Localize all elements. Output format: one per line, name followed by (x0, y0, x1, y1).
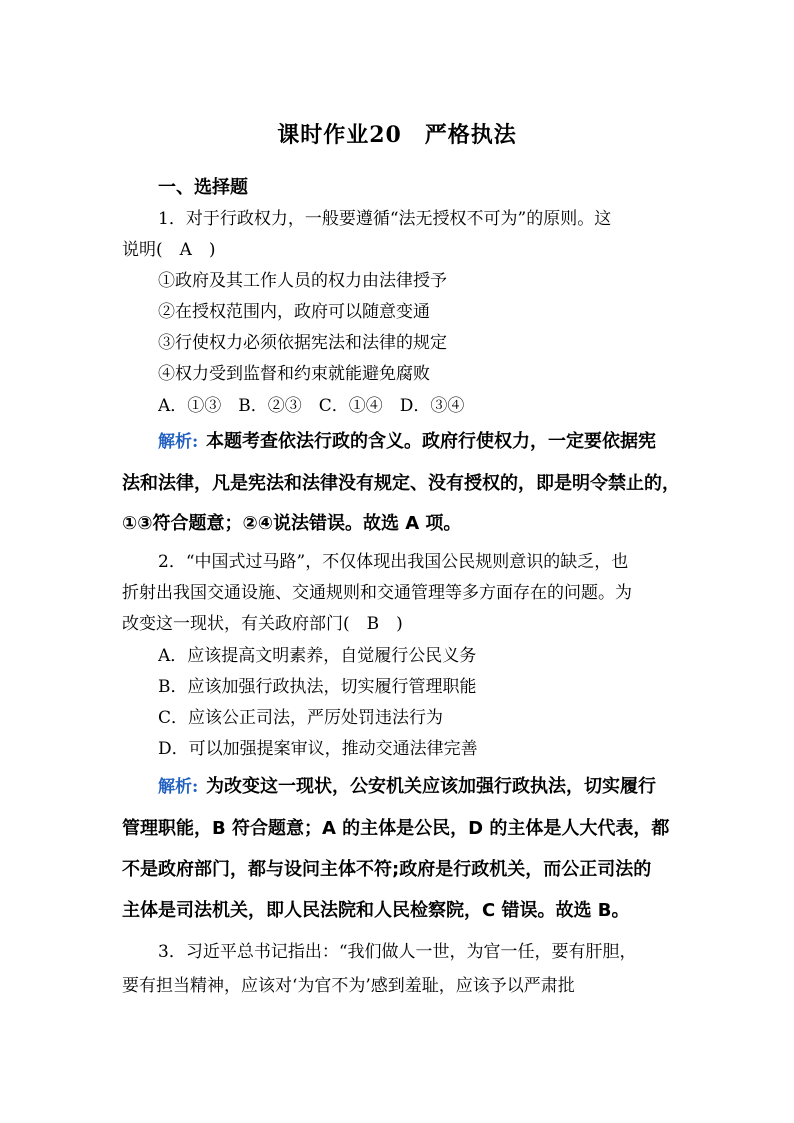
q2-stem-line3: 改变这一现状，有关政府部门( B ) (122, 614, 403, 634)
q2-option-d: D．可以加强提案审议，推动交通法律完善 (158, 739, 478, 759)
q1-analysis-label: 解析: (158, 432, 199, 452)
q2-stem-line1: 2．“中国式过马路”，不仅体现出我国公民规则意识的缺乏，也 (158, 552, 629, 572)
q2-analysis-line4: 主体是司法机关，即人民法院和人民检察院，C 错误。故选 B。 (122, 900, 630, 921)
q1-analysis-line1: 本题考查依法行政的含义。政府行使权力，一定要依据宪 (206, 431, 656, 452)
q1-option-1: ①政府及其工作人员的权力由法律授予 (158, 271, 447, 291)
q2-analysis-label: 解析: (158, 777, 199, 797)
section-heading: 一、选择题 (158, 177, 248, 198)
q1-stem-line2: 说明( A ) (122, 240, 216, 260)
q1-analysis-line2: 法和法律，凡是宪法和法律没有规定、没有授权的，即是明令禁止的， (122, 473, 680, 494)
q1-option-3: ③行使权力必须依据宪法和法律的规定 (158, 333, 447, 353)
q1-option-4: ④权力受到监督和约束就能避免腐败 (158, 364, 430, 384)
q3-stem-line2: 要有担当精神，应该对‘为官不为’感到羞耻，应该予以严肃批 (122, 976, 575, 996)
q2-analysis-line1: 为改变这一现状，公安机关应该加强行政执法，切实履行 (206, 776, 656, 797)
q1-choices: A．①③ B．②③ C．①④ D．③④ (158, 396, 465, 416)
q1-analysis-line3: ①③符合题意；②④说法错误。故选 A 项。 (122, 513, 462, 534)
q2-stem-line2: 折射出我国交通设施、交通规则和交通管理等多方面存在的问题。为 (122, 583, 632, 603)
q2-option-b: B．应该加强行政执法，切实履行管理职能 (158, 677, 477, 697)
q2-option-c: C．应该公正司法，严厉处罚违法行为 (158, 708, 444, 728)
q2-analysis-line3: 不是政府部门，都与设问主体不符;政府是行政机关，而公正司法的 (122, 859, 652, 880)
q2-option-a: A．应该提高文明素养，自觉履行公民义务 (158, 646, 477, 666)
q1-option-2: ②在授权范围内，政府可以随意变通 (158, 302, 430, 322)
q2-analysis-line2: 管理职能，B 符合题意；A 的主体是公民，D 的主体是人大代表，都 (122, 818, 670, 839)
q3-stem-line1: 3．习近平总书记指出：“我们做人一世，为官一任，要有肝胆， (158, 942, 637, 962)
page-title: 课时作业20 严格执法 (277, 122, 517, 148)
q1-stem-line1: 1．对于行政权力，一般要遵循“法无授权不可为”的原则。这 (158, 209, 612, 229)
